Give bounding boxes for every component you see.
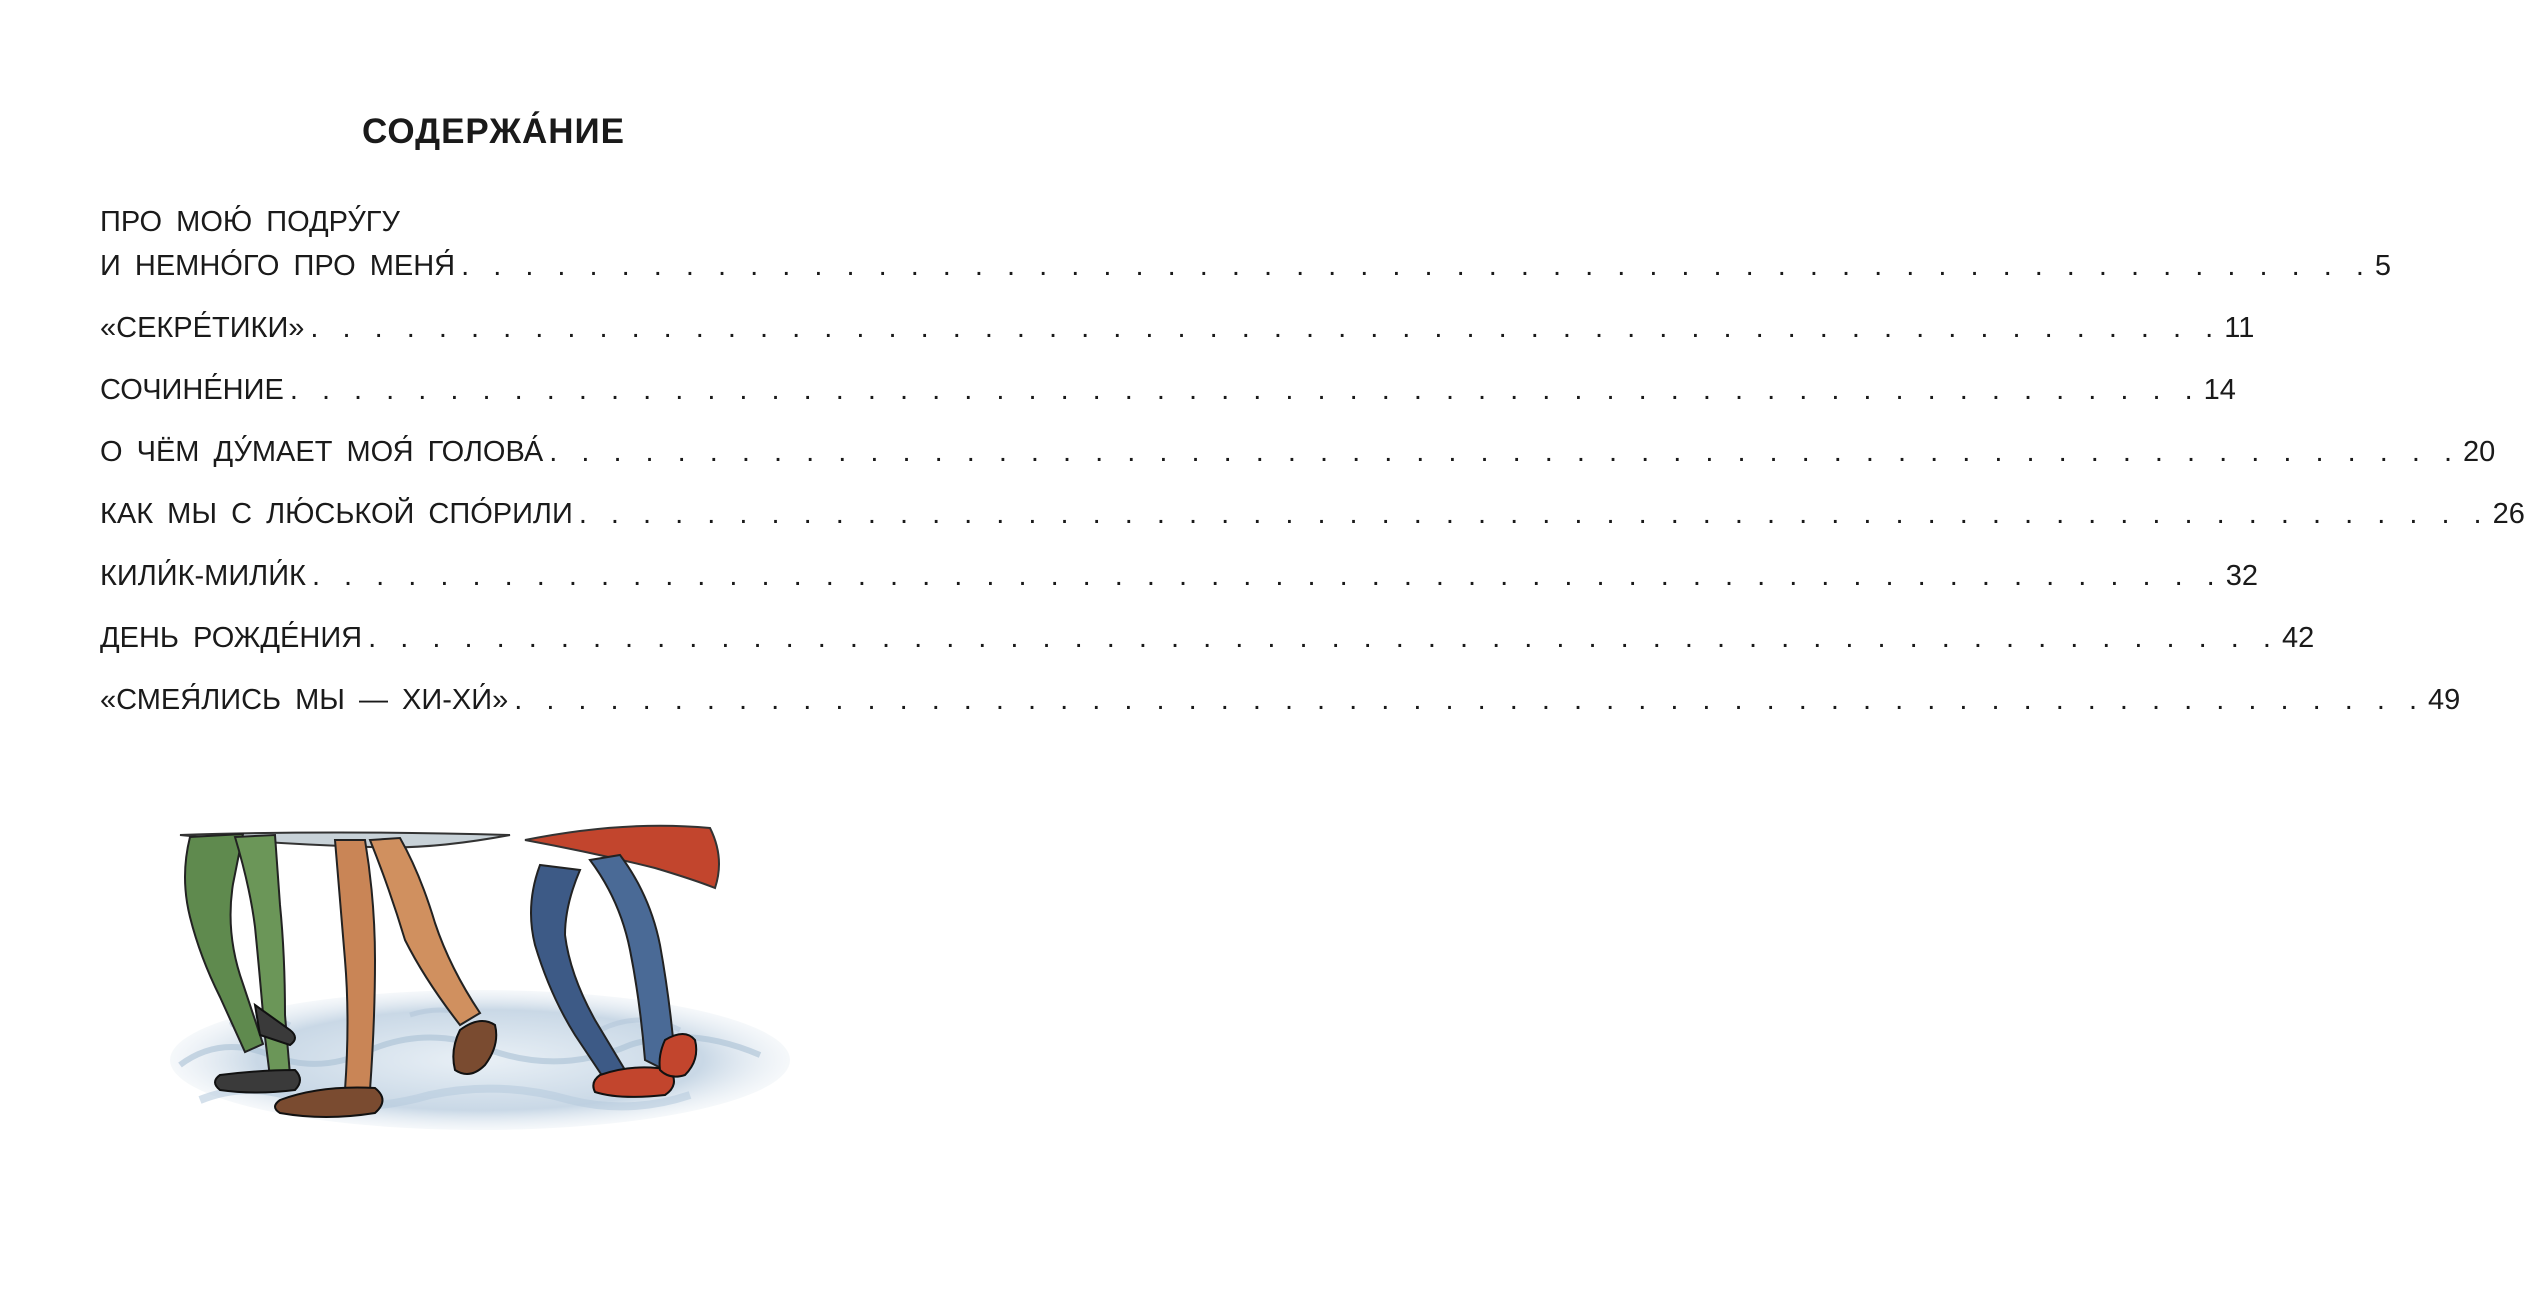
toc-entry[interactable] [100,368,2236,412]
dancing-legs-illustration [160,815,800,1145]
toc-leader-dots: . . . . . . . . . . . . . . . . . . . . . . . . . . . . . . . . . . . . . . . . . . . . . . . . . . . . . . . . . . . . [461,250,2369,282]
toc-entry[interactable] [100,678,2461,722]
toc-page-number: 5 [2374,250,2392,282]
toc-entry[interactable] [100,554,2259,598]
toc-leader-dots: . . . . . . . . . . . . . . . . . . . . . . . . . . . . . . . . . . . . . . . . . . . . . . . . . . . . . . . . . . . . [311,560,2220,592]
table-of-contents [100,200,2525,722]
toc-entry-title: И НЕМНО́ГО ПРО МЕНЯ́ [100,250,456,282]
toc-page-number: 20 [2463,436,2496,468]
toc-page-number: 49 [2428,684,2461,716]
toc-page-number: 26 [2492,498,2525,530]
toc-entry[interactable] [100,306,2255,350]
toc-page-number: 11 [2224,312,2255,344]
toc-entry-title: «СЕКРЕ́ТИКИ» [100,312,305,344]
toc-entry-title: О ЧЁМ ДУ́МАЕТ МОЯ́ ГОЛОВА́ [100,436,544,468]
toc-entry-title: КИЛИ́К-МИЛИ́К [100,560,306,592]
toc-leader-dots: . . . . . . . . . . . . . . . . . . . . . . . . . . . . . . . . . . . . . . . . . . . . . . . . . . . . . . . . . . . . [310,312,2219,344]
toc-entry-title: «СМЕЯ́ЛИСЬ МЫ — ХИ-ХИ́» [100,684,509,716]
toc-leader-dots: . . . . . . . . . . . . . . . . . . . . . . . . . . . . . . . . . . . . . . . . . . . . . . . . . . . . . . . . . . . . [578,498,2487,530]
toc-page-number: 14 [2203,374,2236,406]
toc-entry[interactable] [100,492,2525,536]
toc-entry-title: СОЧИНЕ́НИЕ [100,374,284,406]
toc-page-number: 32 [2225,560,2259,592]
toc-leader-dots: . . . . . . . . . . . . . . . . . . . . . . . . . . . . . . . . . . . . . . . . . . . . . . . . . . . . . . . . . . . . [289,374,2198,406]
toc-leader-dots: . . . . . . . . . . . . . . . . . . . . . . . . . . . . . . . . . . . . . . . . . . . . . . . . . . . . . . . . . . . . [549,436,2458,468]
toc-page-number: 42 [2281,622,2315,654]
toc-entry[interactable] [100,616,2315,660]
page-title: СОДЕРЖА́НИЕ [361,112,625,151]
toc-entry-title-line1: ПРО МОЮ́ ПОДРУ́ГУ [100,206,400,238]
toc-entry-title: КАК МЫ С ЛЮ́СЬКОЙ СПО́РИЛИ [100,498,573,530]
toc-entry-title: ДЕНЬ РОЖДЕ́НИЯ [100,622,363,654]
toc-leader-dots: . . . . . . . . . . . . . . . . . . . . . . . . . . . . . . . . . . . . . . . . . . . . . . . . . . . . . . . . . . . . [368,622,2276,654]
toc-entry[interactable] [100,200,2392,288]
toc-entry[interactable] [100,430,2496,474]
toc-leader-dots: . . . . . . . . . . . . . . . . . . . . . . . . . . . . . . . . . . . . . . . . . . . . . . . . . . . . . . . . . . . . [514,684,2423,716]
